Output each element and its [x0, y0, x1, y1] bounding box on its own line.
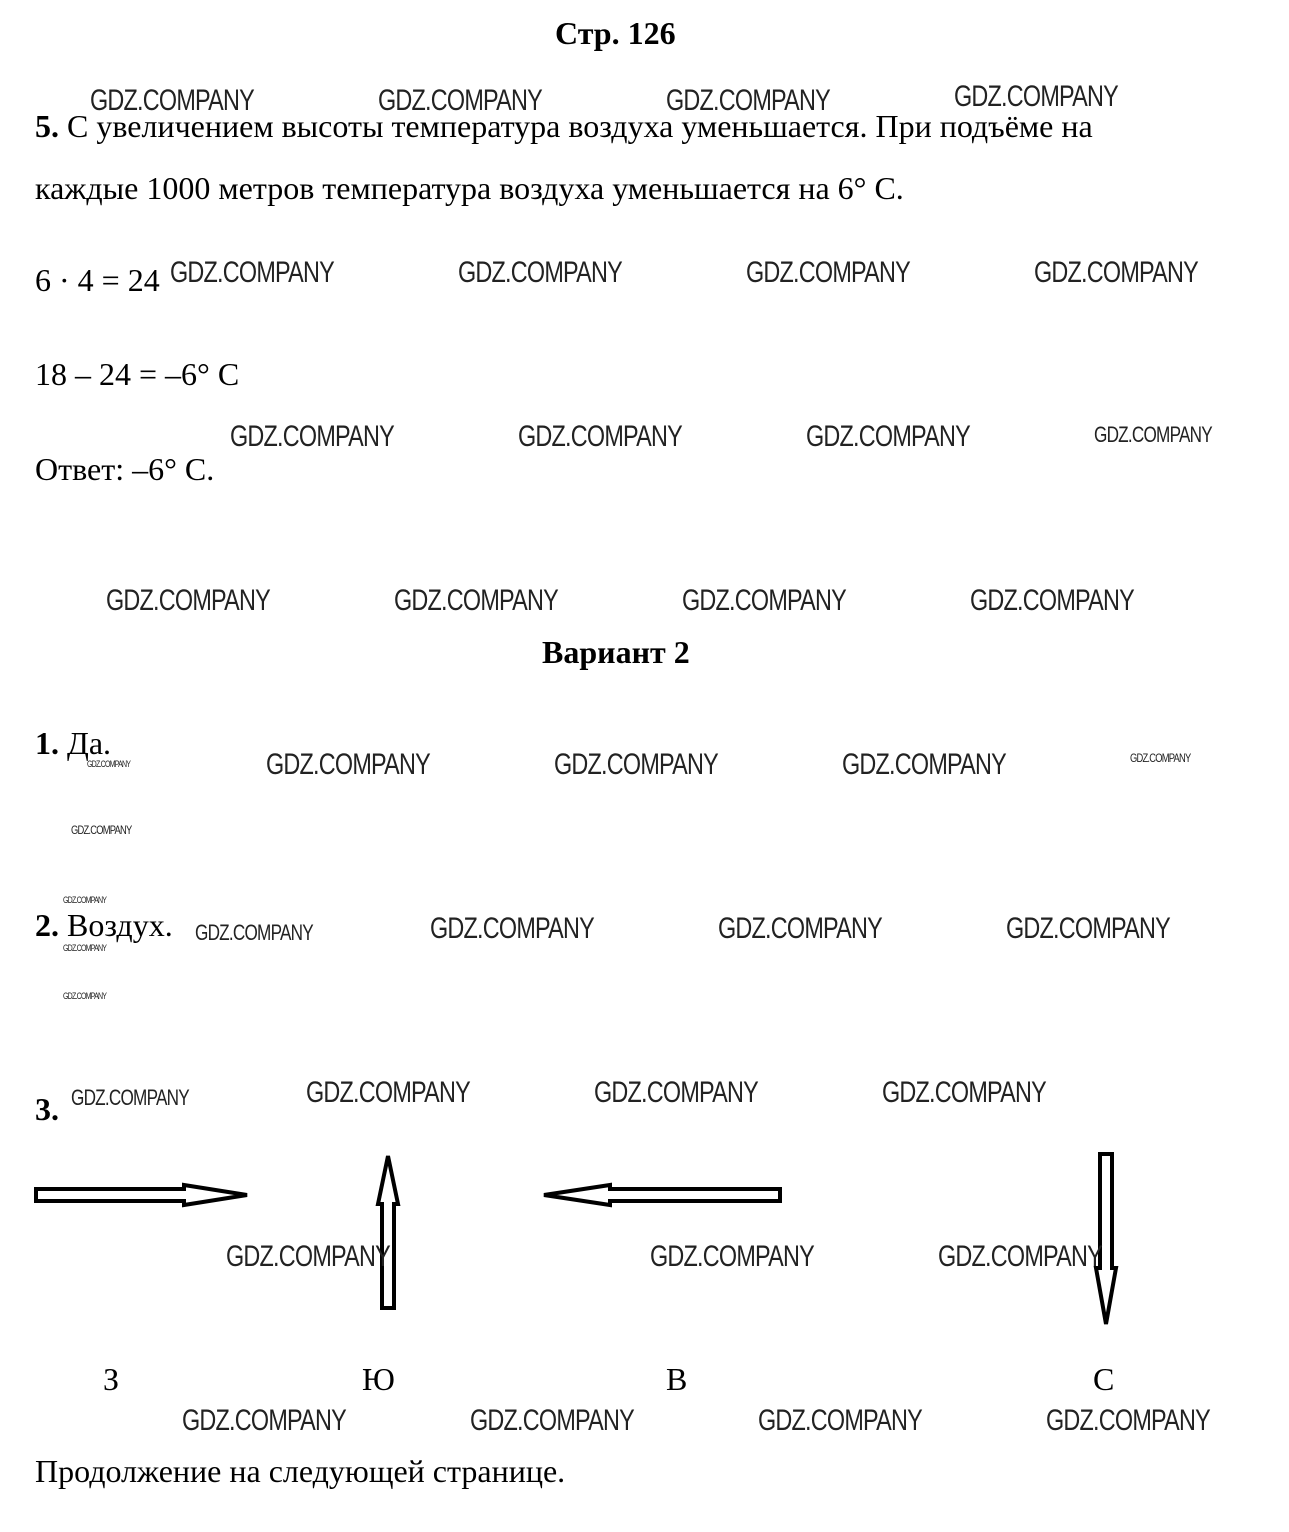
direction-label-west: З	[103, 1361, 120, 1397]
task5-calc1: 6 · 4 = 24	[35, 262, 160, 298]
watermark: GDZ.COMPANY	[394, 584, 558, 617]
watermark: GDZ.COMPANY	[63, 991, 107, 1001]
watermark: GDZ.COMPANY	[195, 920, 313, 945]
task5-number: 5.	[35, 108, 59, 144]
watermark: GDZ.COMPANY	[71, 1085, 189, 1110]
direction-label-east: В	[666, 1361, 688, 1397]
task1	[35, 727, 111, 759]
watermark: GDZ.COMPANY	[1034, 256, 1198, 289]
task2-number: 2.	[35, 907, 59, 943]
watermark: GDZ.COMPANY	[746, 256, 910, 289]
watermark: GDZ.COMPANY	[170, 256, 334, 289]
watermark: GDZ.COMPANY	[518, 420, 682, 453]
watermark: GDZ.COMPANY	[458, 256, 622, 289]
watermark: GDZ.COMPANY	[806, 420, 970, 453]
watermark: GDZ.COMPANY	[1130, 751, 1191, 765]
task2	[35, 909, 173, 941]
watermark: GDZ.COMPANY	[554, 748, 718, 781]
watermark: GDZ.COMPANY	[1046, 1404, 1210, 1437]
watermark: GDZ.COMPANY	[106, 584, 270, 617]
watermark: GDZ.COMPANY	[970, 584, 1134, 617]
watermark: GDZ.COMPANY	[1006, 912, 1170, 945]
watermark: GDZ.COMPANY	[666, 84, 830, 117]
arrow-up-icon	[374, 1152, 402, 1312]
variant-heading: Вариант 2	[542, 634, 690, 670]
watermark: GDZ.COMPANY	[306, 1076, 470, 1109]
task5-answer: Ответ: –6° С.	[35, 451, 215, 487]
watermark: GDZ.COMPANY	[1094, 422, 1212, 447]
watermark: GDZ.COMPANY	[226, 1240, 390, 1273]
continuation-note: Продолжение на следующей странице.	[35, 1453, 566, 1489]
arrow-right-icon	[34, 1182, 254, 1208]
watermark: GDZ.COMPANY	[882, 1076, 1046, 1109]
watermark: GDZ.COMPANY	[650, 1240, 814, 1273]
page-title: Стр. 126	[555, 15, 676, 51]
direction-label-north: С	[1093, 1361, 1115, 1397]
watermark: GDZ.COMPANY	[63, 943, 107, 953]
task5-text-line1: С увеличением высоты температура воздуха уменьшается. При подъёме на	[67, 108, 1093, 144]
watermark: GDZ.COMPANY	[90, 84, 254, 117]
watermark: GDZ.COMPANY	[470, 1404, 634, 1437]
direction-label-south: Ю	[362, 1361, 395, 1397]
watermark: GDZ.COMPANY	[842, 748, 1006, 781]
watermark: GDZ.COMPANY	[954, 80, 1118, 113]
task2-answer: Воздух.	[67, 907, 173, 943]
watermark: GDZ.COMPANY	[182, 1404, 346, 1437]
task1-answer: Да.	[67, 725, 112, 761]
watermark: GDZ.COMPANY	[758, 1404, 922, 1437]
task3-number: 3.	[35, 1091, 59, 1127]
watermark: GDZ.COMPANY	[63, 895, 107, 905]
watermark: GDZ.COMPANY	[594, 1076, 758, 1109]
arrow-left-icon	[538, 1182, 784, 1208]
watermark: GDZ.COMPANY	[87, 759, 131, 769]
watermark: GDZ.COMPANY	[266, 748, 430, 781]
watermark: GDZ.COMPANY	[938, 1240, 1102, 1273]
watermark: GDZ.COMPANY	[430, 912, 594, 945]
task1-number: 1.	[35, 725, 59, 761]
task5-calc2: 18 – 24 = –6° С	[35, 356, 240, 392]
watermark: GDZ.COMPANY	[230, 420, 394, 453]
watermark: GDZ.COMPANY	[682, 584, 846, 617]
watermark: GDZ.COMPANY	[718, 912, 882, 945]
task5-line2: каждые 1000 метров температура воздуха уменьшается на 6° С.	[35, 170, 904, 206]
watermark: GDZ.COMPANY	[378, 84, 542, 117]
watermark: GDZ.COMPANY	[71, 823, 132, 837]
